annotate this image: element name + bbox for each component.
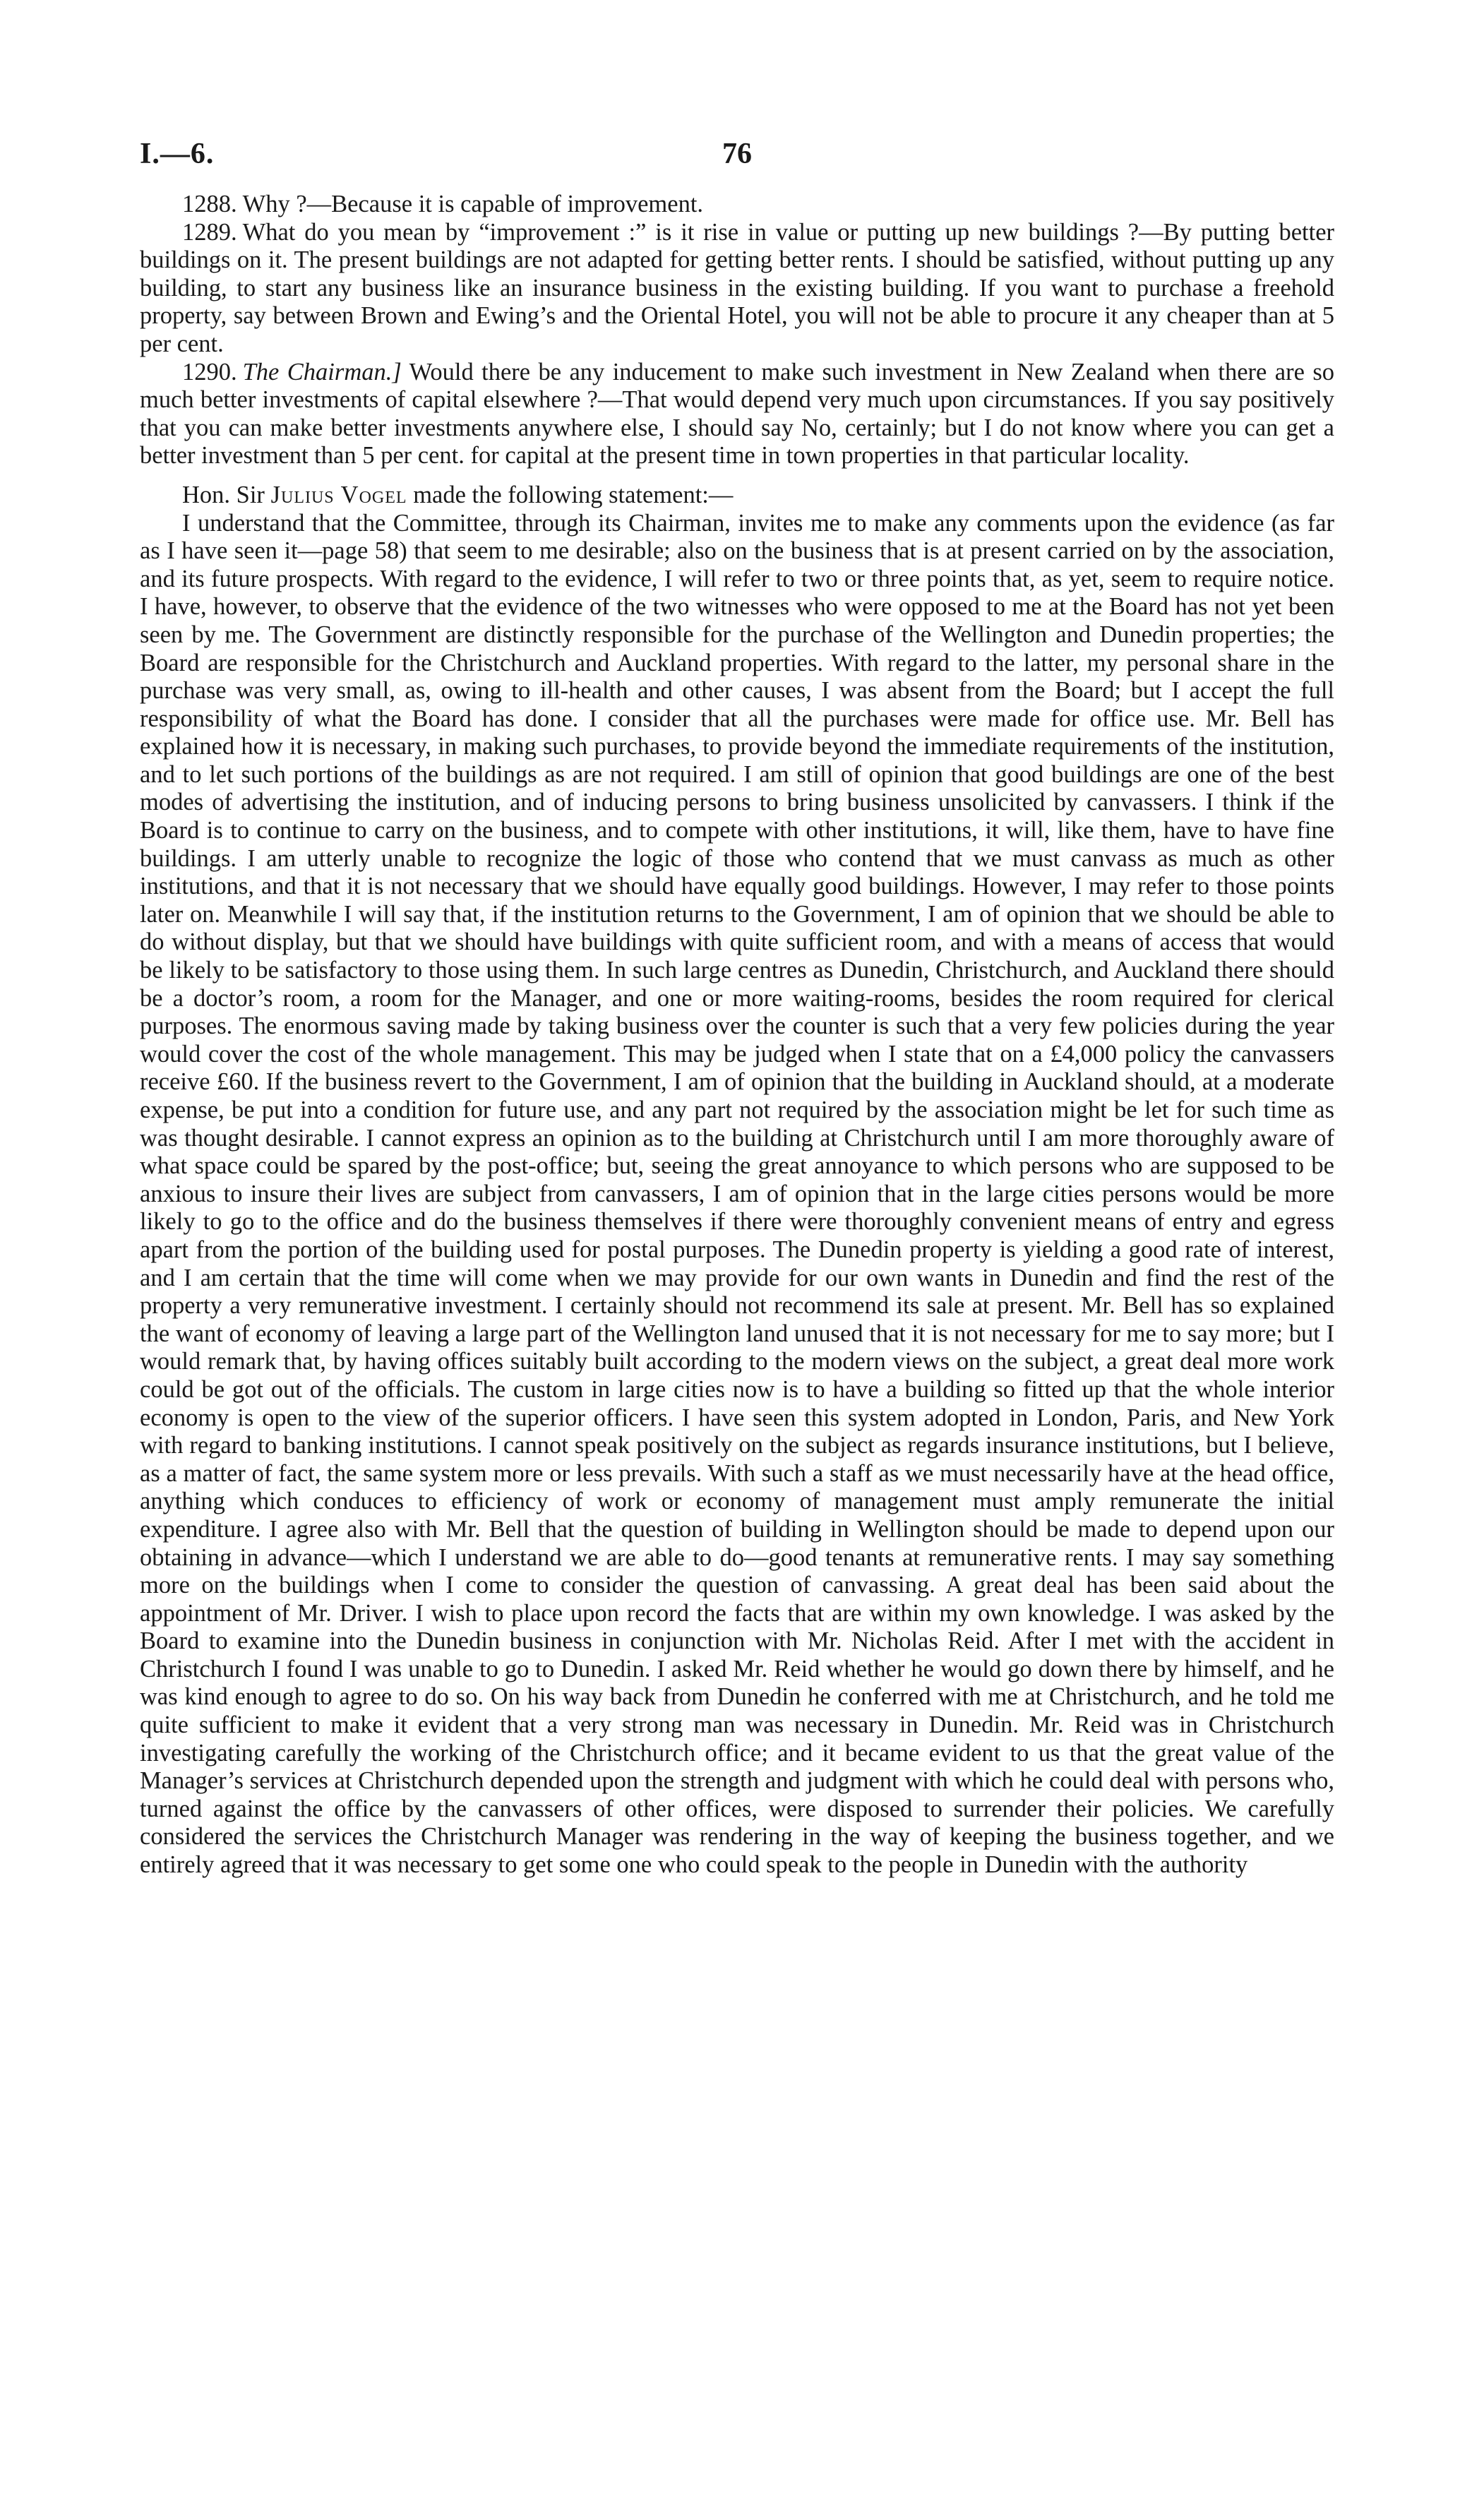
statement-intro — [140, 482, 1334, 510]
statement-prefix: Hon. Sir — [182, 481, 265, 508]
statement-speaker-name: Julius Vogel — [270, 481, 407, 508]
question-text: Why ?—Because it is capable of improvement. — [242, 191, 704, 217]
page-number: 76 — [722, 138, 752, 170]
question-text: What do you mean by “improvement :” is it rise in value or putting up new buildings ?—By putting better buildings on it. The present buildings are not adapted for getting better rents. I should be satisfied, without putting up any building, to start any business like an insurance business in the existing building. If you want to purchase a freehold property, say between Brown and Ewing’s and the Oriental Hotel, you will not be able to procure it any cheaper than at 5 per cent. — [140, 218, 1334, 357]
document-reference: I.—6. — [140, 138, 215, 170]
document-page — [140, 134, 1334, 1879]
question-1289 — [140, 219, 1334, 359]
question-1290 — [140, 359, 1334, 470]
document-body — [140, 191, 1334, 1879]
statement-suffix: made the following statement:— — [413, 481, 734, 508]
question-1288 — [140, 191, 1334, 219]
question-number: 1290. — [182, 358, 237, 386]
question-number: 1288. — [182, 191, 237, 217]
question-number: 1289. — [182, 218, 237, 246]
question-text: Would there be any inducement to make such investment in New Zealand when there are so much better investments of capital elsewhere ?—That would depend very much upon circumstances. If you say positively that you can make better investments anywhere else, I should say No, certainly; but I do not know where you can get a better investment than 5 per cent. for capital at the present time in town properties in that particular locality. — [140, 358, 1334, 470]
page-header — [140, 134, 1334, 191]
speaker-label: The Chairman.] — [242, 358, 402, 386]
statement-body: I understand that the Committee, through its Chairman, invites me to make any comments upon the evidence (as far as I have seen it—page 58) that seem to me desirable; also on the business that is at present carried on by the association, and its future prospects. With regard to the evidence, I will refer to two or three points that, as yet, seem to require notice. I have, however, to observe that the evidence of the two witnesses who were opposed to me at the Board has not yet been seen by me. The Government are distinctly responsible for the purchase of the Wellington and Dunedin properties; the Board are responsible for the Christchurch and Auckland properties. With regard to the latter, my personal share in the purchase was very small, as, owing to ill-health and other causes, I was absent from the Board; but I accept the full responsibility of what the Board has done. I consider that all the purchases were made for office use. Mr. Bell has explained how it is necessary, in making such purchases, to provide beyond the immediate requirements of the institution, and to let such portions of the buildings as are not required. I am still of opinion that good buildings are one of the best modes of advertising the institution, and of inducing persons to bring business unsolicited by canvassers. I think if the Board is to continue to carry on the business, and to compete with other institutions, it will, like them, have to have fine buildings. I am utterly unable to recognize the logic of those who contend that we must canvass as much as other institutions, and that it is not necessary that we should have equally good buildings. However, I may refer to those points later on. Meanwhile I will say that, if the institution returns to the Government, I am of opinion that we should be able to do without display, but that we should have buildings with quite sufficient room, and with a means of access that would be likely to be satisfactory to those using them. In such large centres as Dunedin, Christchurch, and Auckland there should be a doctor’s room, a room for the Manager, and one or more waiting-rooms, besides the room required for clerical purposes. The enormous saving made by taking business over the counter is such that a very few policies during the year would cover the cost of the whole management. This may be judged when I state that on a £4,000 policy the canvassers receive £60. If the business revert to the Government, I am of opinion that the building in Auckland should, at a moderate expense, be put into a condition for future use, and any part not required by the association might be let for such time as was thought desirable. I cannot express an opinion as to the building at Christchurch until I am more thoroughly aware of what space could be spared by the post-office; but, seeing the great annoyance to which persons who are supposed to be anxious to insure their lives are subject from canvassers, I am of opinion that in the large cities persons would be more likely to go to the office and do the business themselves if there were thoroughly convenient means of entry and egress apart from the portion of the building used for postal purposes. The Dunedin property is yielding a good rate of interest, and I am certain that the time will come when we may provide for our own wants in Dunedin and find the rest of the property a very remunerative investment. I certainly should not recommend its sale at present. Mr. Bell has so explained the want of economy of leaving a large part of the Wellington land unused that it is not necessary for me to say more; but I would remark that, by having offices suitably built according to the modern views on the subject, a great deal more work could be got out of the officials. The custom in large cities now is to have a building so fitted up that the whole interior economy is open to the view of the superior officers. I have seen this system adopted in London, Paris, and New York with regard to banking institutions. I cannot speak positively on the subject as regards insurance institutions, but I believe, as a matter of fact, the same system more or less prevails. With such a staff as we must necessarily have at the head office, anything which conduces to efficiency of work or economy of management must amply remunerate the initial expenditure. I agree also with Mr. Bell that the question of building in Wellington should be made to depend upon our obtaining in advance—which I understand we are able to do—good tenants at remunerative rents. I may say something more on the buildings when I come to consider the question of canvassing. A great deal has been said about the appointment of Mr. Driver. I wish to place upon record the facts that are within my own knowledge. I was asked by the Board to examine into the Dunedin business in conjunction with Mr. Nicholas Reid. After I met with the accident in Christchurch I found I was unable to go to Dunedin. I asked Mr. Reid whether he would go down there by himself, and he was kind enough to agree to do so. On his way back from Dunedin he conferred with me at Christchurch, and he told me quite sufficient to make it evident that a very strong man was necessary in Dunedin. Mr. Reid was in Christchurch investigating carefully the working of the Christchurch office; and it became evident to us that the great value of the Manager’s services at Christchurch depended upon the strength and judgment with which he could deal with persons who, turned against the office by the canvassers of other offices, were disposed to surrender their policies. We carefully considered the services the Christchurch Manager was rendering in the way of keeping the business together, and we entirely agreed that it was necessary to get some one who could speak to the people in Dunedin with the authority — [140, 509, 1334, 1879]
